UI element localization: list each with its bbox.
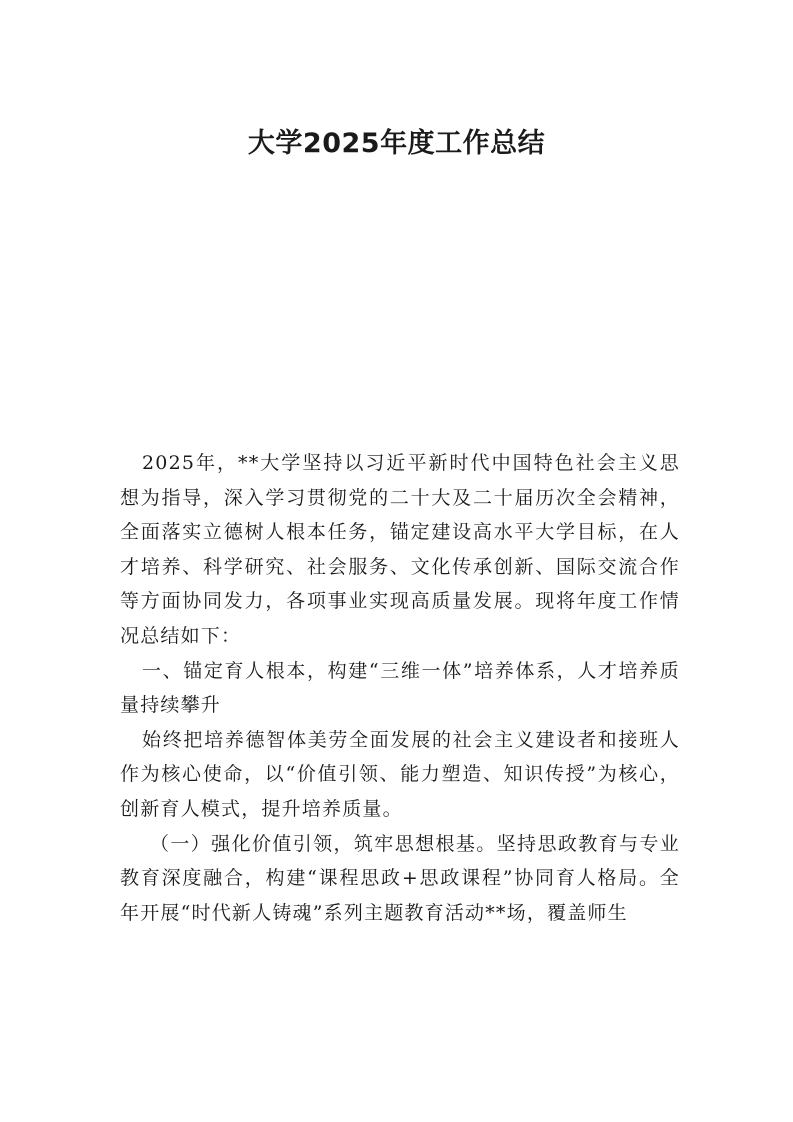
subsection-paragraph: （一）强化价值引领，筑牢思想根基。坚持思政教育与专业教育深度融合，构建“课程思政+思政课程”协同育人格局。全年开展“时代新人铸魂”系列主题教育活动**场，覆盖师生	[120, 832, 680, 924]
document-title: 大学2025年度工作总结	[247, 128, 546, 159]
intro-paragraph: 2025年，**大学坚持以习近平新时代中国特色社会主义思想为指导，深入学习贯彻党的二十大及二十届历次全会精神，全面落实立德树人根本任务，锚定建设高水平大学目标，在人才培养、科学研究、社会服务、文化传承创新、国际交流合作等方面协同发力，各项事业实现高质量发展。现将年度工作情况总结如下：	[120, 452, 680, 647]
document-body	[120, 446, 680, 930]
section-heading: 一、锚定育人根本，构建“三维一体”培养体系，人才培养质量持续攀升	[120, 659, 680, 717]
section-paragraph: 始终把培养德智体美劳全面发展的社会主义建设者和接班人作为核心使命，以“价值引领、能力塑造、知识传授”为核心，创新育人模式，提升培养质量。	[120, 728, 680, 820]
